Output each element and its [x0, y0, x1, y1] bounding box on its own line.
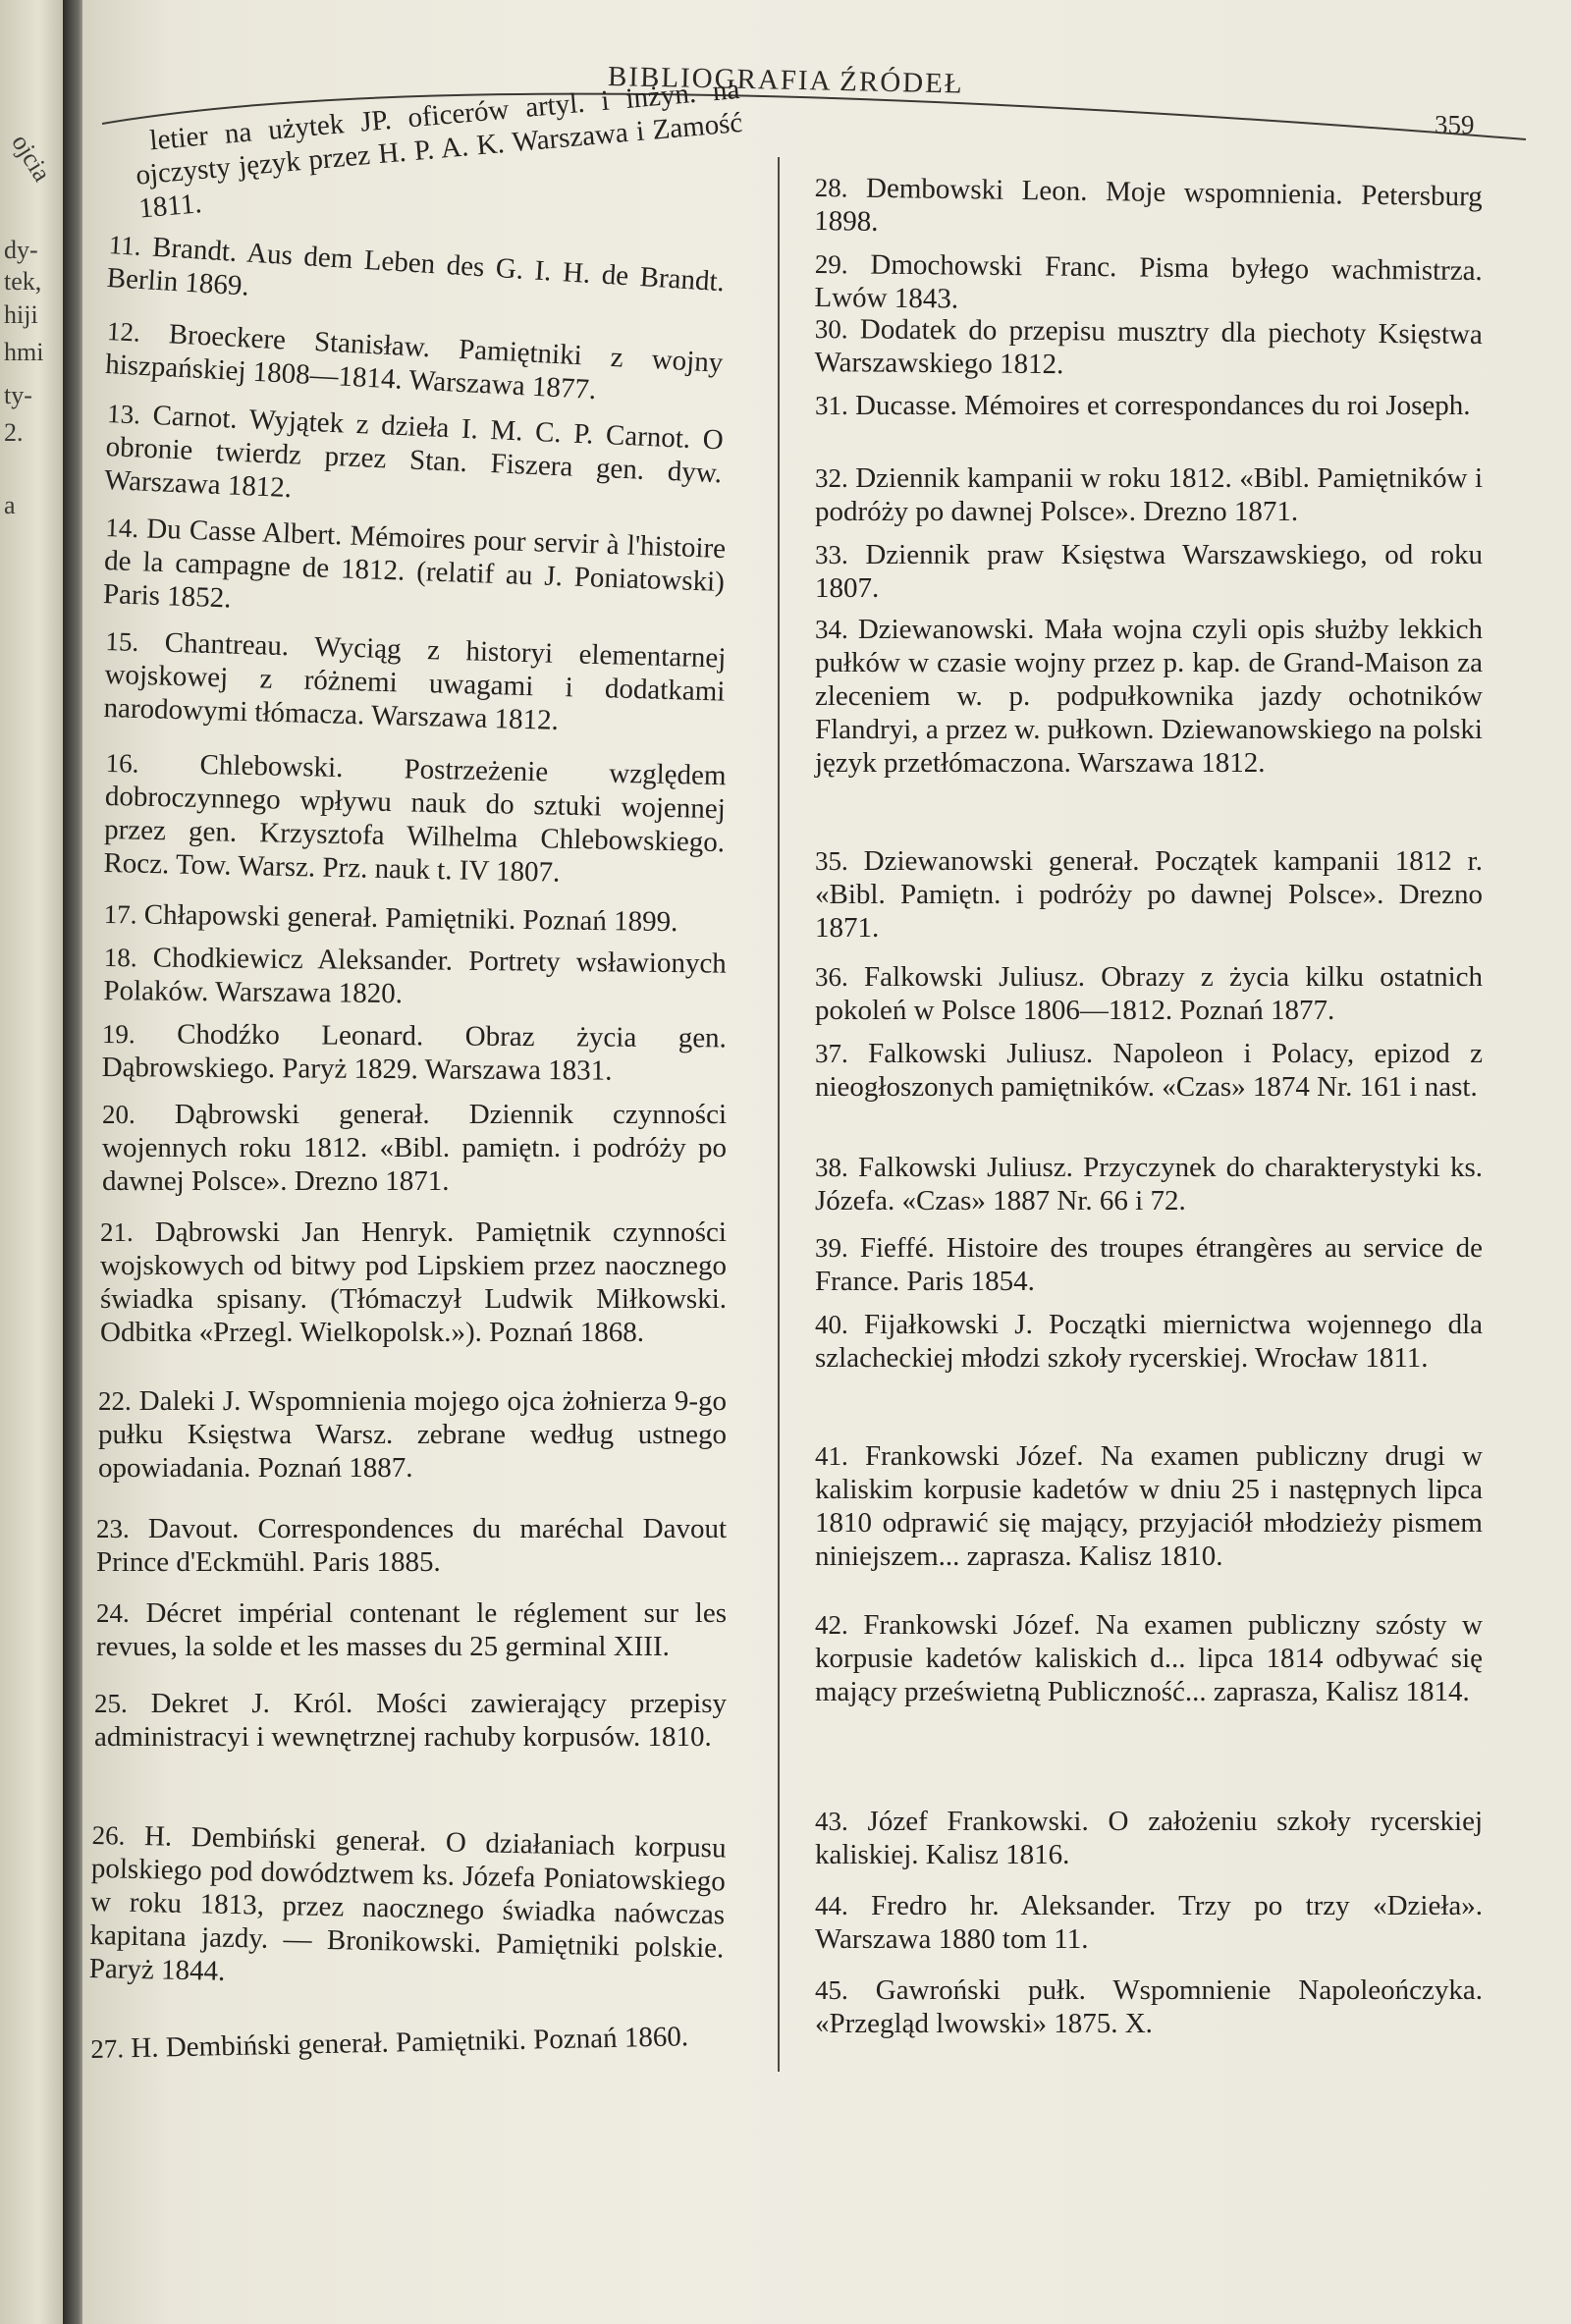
bibliography-entry: 32. Dziennik kampanii w roku 1812. «Bibl. Pamiętników i podróży po dawnej Polsce». Drezno 1871.	[815, 462, 1483, 527]
bibliography-entry: 29. Dmochowski Franc. Pisma byłego wachmistrza. Lwów 1843.	[814, 248, 1483, 315]
book-page	[82, 0, 1571, 2324]
column-divider	[778, 157, 780, 2072]
bibliography-entry: 21. Dąbrowski Jan Henryk. Pamiętnik czynności wojskowych od bitwy pod Lipskiem przez naocznego świadka spisany. (Tłómaczył Ludwik Miłkowski. Odbitka «Przegl. Wielkopolsk.»). Poznań 1868.	[100, 1216, 727, 1348]
bibliography-entry: 41. Frankowski Józef. Na examen publiczny drugi w kaliskim korpusie kadetów w dniu 25 i następnych lipca 1810 odprawić się mający, przyjaciół młodzieży pismem niniejszem... zaprasza. Kalisz 1810.	[815, 1440, 1483, 1572]
bibliography-entry: 37. Falkowski Juliusz. Napoleon i Polacy, epizod z nieogłoszonych pamiętników. «Czas» 1874 Nr. 161 i nast.	[815, 1038, 1484, 1103]
bibliography-entry: letier na użytek JP. oficerów artyl. i inżyn. na ojczysty język przez H. P. A. K. Warszawa i Zamość 1811.	[135, 73, 744, 225]
bibliography-entry: 38. Falkowski Juliusz. Przyczynek do charakterystyki ks. Józefa. «Czas» 1887 Nr. 66 i 72.	[815, 1152, 1484, 1216]
previous-page-fragment: hmi	[4, 338, 44, 366]
bibliography-entry: 35. Dziewanowski generał. Początek kampanii 1812 r. «Bibl. Pamiętn. i podróży po dawnej Polsce». Drezno 1871.	[815, 845, 1483, 944]
running-header-title: BIBLIOGRAFIA ŹRÓDEŁ	[607, 61, 964, 100]
bibliography-entry: 22. Daleki J. Wspomnienia mojego ojca żołnierza 9-go pułku Księstwa Warsz. zebrane według ustnego opowiadania. Poznań 1887.	[98, 1385, 728, 1484]
bibliography-entry: 24. Décret impérial contenant le réglement sur les revues, la solde et les masses du 25 germinal XIII.	[96, 1597, 727, 1662]
bibliography-entry: 39. Fieffé. Histoire des troupes étrangères au service de France. Paris 1854.	[815, 1232, 1483, 1297]
bibliography-entry: 14. Du Casse Albert. Mémoires pour servir à l'histoire de la campagne de 1812. (relatif au J. Poniatowski) Paris 1852.	[102, 512, 727, 615]
bibliography-entry: 19. Chodźko Leonard. Obraz życia gen. Dąbrowskiego. Paryż 1829. Warszawa 1831.	[101, 1018, 727, 1087]
bibliography-entry: 36. Falkowski Juliusz. Obrazy z życia kilku ostatnich pokoleń w Polsce 1806—1812. Poznań 1877.	[815, 961, 1484, 1026]
page-number: 359	[1435, 110, 1475, 139]
bibliography-entry: 13. Carnot. Wyjątek z dzieła I. M. C. P. Carnot. O obronie twierdz przez Stan. Fiszera gen. dyw. Warszawa 1812.	[103, 398, 725, 505]
bibliography-entry: 44. Fredro hr. Aleksander. Trzy po trzy «Dzieła». Warszawa 1880 tom 11.	[815, 1890, 1484, 1955]
previous-page-edge	[0, 0, 71, 2324]
bibliography-entry: 45. Gawroński pułk. Wspomnienie Napoleończyka. «Przegląd lwowski» 1875. X.	[815, 1974, 1483, 2039]
previous-page-fragment: ty-	[4, 381, 32, 409]
bibliography-entry: 31. Ducasse. Mémoires et correspondances du roi Joseph.	[815, 390, 1471, 421]
bibliography-entry: 43. Józef Frankowski. O założeniu szkoły rycerskiej kaliskiej. Kalisz 1816.	[815, 1806, 1483, 1870]
previous-page-fragment: hiji	[4, 300, 38, 329]
previous-page-fragment: tek,	[4, 267, 42, 296]
bibliography-entry: 16. Chlebowski. Postrzeżenie względem dobroczynnego wpływu nauk do sztuki wojennej przez gen. Krzysztofa Wilhelma Chlebowskiego. Rocz. Tow. Warsz. Prz. nauk t. IV 1807.	[103, 747, 727, 889]
bibliography-entry: 15. Chantreau. Wyciąg z historyi elementarnej wojskowej z różnemi uwagami i dodatkami narodowymi tłómacza. Warszawa 1812.	[103, 625, 727, 736]
bibliography-entry: 33. Dziennik praw Księstwa Warszawskiego, od roku 1807.	[815, 539, 1484, 604]
bibliography-entry: 23. Davout. Correspondences du maréchal Davout Prince d'Eckmühl. Paris 1885.	[96, 1513, 728, 1578]
bibliography-entry: 20. Dąbrowski generał. Dziennik czynności wojennych roku 1812. «Bibl. pamiętn. i podróży po dawnej Polsce». Drezno 1871.	[102, 1099, 727, 1197]
bibliography-entry: 18. Chodkiewicz Aleksander. Portrety wsławionych Polaków. Warszawa 1820.	[103, 942, 727, 1010]
previous-page-fragment: a	[4, 491, 16, 519]
bibliography-entry: 34. Dziewanowski. Mała wojna czyli opis służby lekkich pułków w czasie wojny przez p. kap. de Grand-Maison za zleceniem w. p. podpułkownika jazdy ochotników Flandryi, a przez w. pułkown. Dziewanowskiego na polski język przetłómaczona. Warszawa 1812.	[815, 614, 1483, 779]
bibliography-entry: 12. Broeckere Stanisław. Pamiętniki z wojny hiszpańskiej 1808—1814. Warszawa 1877.	[104, 315, 725, 406]
bibliography-entry: 11. Brandt. Aus dem Leben des G. I. H. de Brandt. Berlin 1869.	[105, 229, 726, 302]
previous-page-fragment: 2.	[4, 418, 24, 447]
bibliography-entry: 26. H. Dembiński generał. O działaniach korpusu polskiego pod dowództwem ks. Józefa Poniatowskiego w roku 1813, przez naocznego świadka naówczas kapitana jazdy. — Bronikowski. Pamiętniki polskie. Paryż 1844.	[88, 1819, 727, 1987]
bibliography-entry: 27. H. Dembiński generał. Pamiętniki. Poznań 1860.	[90, 2021, 689, 2065]
bibliography-entry: 30. Dodatek do przepisu musztry dla piechoty Księstwa Warszawskiego 1812.	[814, 313, 1483, 381]
previous-page-fragment: ojcia	[6, 129, 57, 187]
bibliography-entry: 17. Chłapowski generał. Pamiętniki. Poznań 1899.	[103, 898, 678, 939]
previous-page-fragment: dy-	[4, 236, 38, 264]
bibliography-entry: 28. Dembowski Leon. Moje wspomnienia. Petersburg 1898.	[814, 172, 1483, 238]
bibliography-entry: 25. Dekret J. Król. Mości zawierający przepisy administracyi i wewnętrznej rachuby korpusów. 1810.	[94, 1688, 728, 1753]
bibliography-entry: 42. Frankowski Józef. Na examen publiczny szósty w korpusie kadetów kaliskich d... lipca 1814 odbywać się mający prześwietną Publiczność... zaprasza, Kalisz 1814.	[815, 1609, 1484, 1707]
bibliography-entry: 40. Fijałkowski J. Początki miernictwa wojennego dla szlacheckiej młodzi szkoły rycerskiej. Wrocław 1811.	[815, 1309, 1483, 1374]
